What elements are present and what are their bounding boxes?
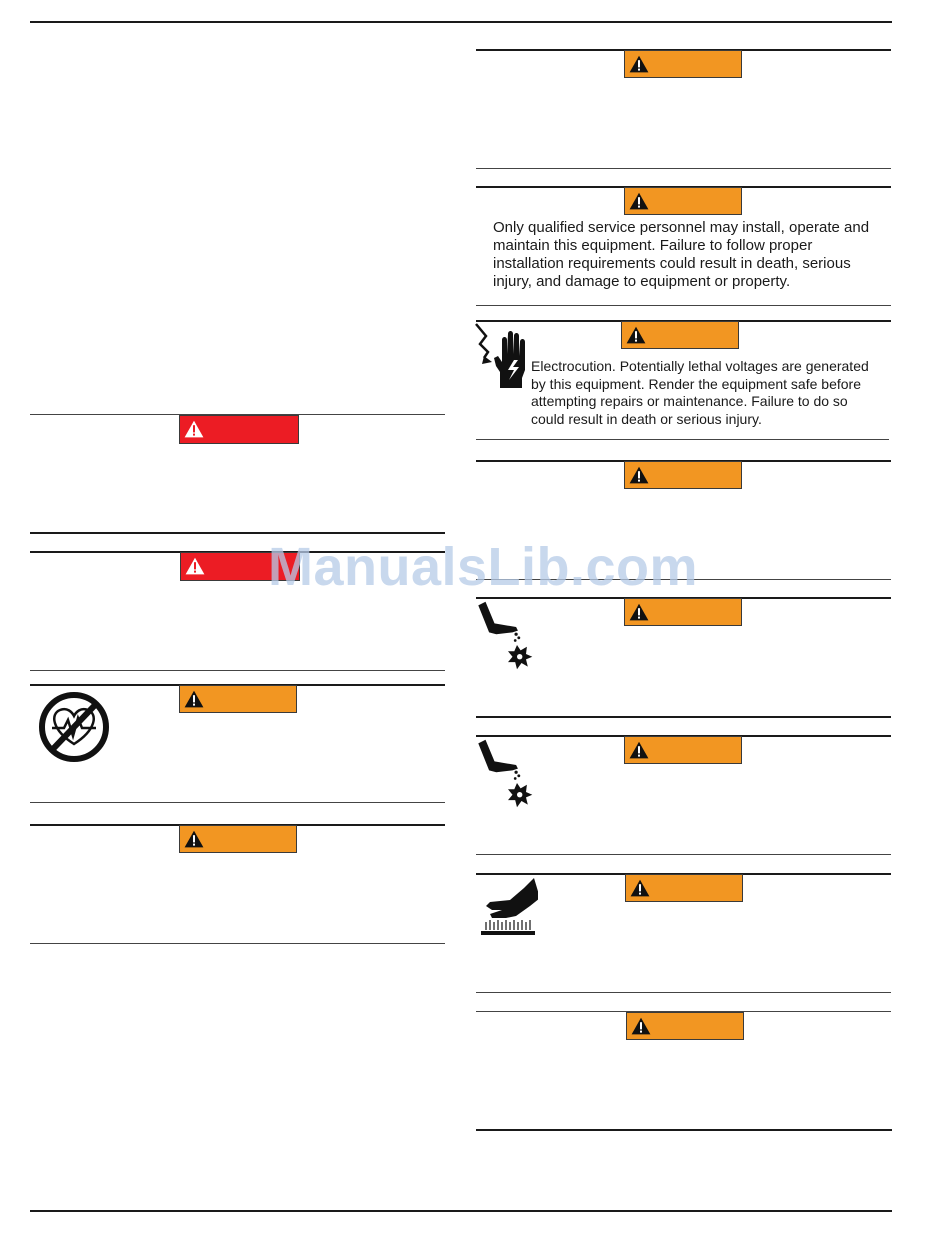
warning-badge [624,461,742,489]
alert-triangle-icon [629,741,649,759]
alert-triangle-icon [630,879,650,897]
warning-badge [179,825,297,853]
alert-triangle-icon [184,420,204,438]
alert-triangle-icon [629,466,649,484]
danger-badge [179,415,299,444]
watermark: ManualsLib.com [268,537,699,597]
block-rule [476,579,891,580]
no-pacemaker-icon [36,690,112,764]
alert-triangle-icon [184,830,204,848]
block-rule [476,716,891,718]
hot-surface-icon [480,876,538,938]
alert-triangle-icon [629,603,649,621]
block-rule [476,305,891,306]
electrical-hazard-hand-icon [474,322,530,392]
block-rule [30,670,445,671]
warning-badge [626,1012,744,1040]
warning-badge [624,187,742,215]
block-rule [30,802,445,803]
alert-triangle-icon [626,326,646,344]
page-bottom-rule [30,1210,892,1212]
warning-badge [621,321,739,349]
warning-badge [624,598,742,626]
alert-triangle-icon [184,690,204,708]
block-rule [476,992,891,993]
moving-parts-hazard-icon [476,600,540,672]
warning-badge [179,685,297,713]
block-rule [476,854,891,855]
alert-triangle-icon [185,557,205,575]
electrocution-warning-text: Electrocution. Potentially lethal voltages are generated by this equipment. Render the equipment safe before attempting repairs or maintenance. Failure to do so could result in death or serious injury. [531,358,869,427]
page-top-rule [30,21,892,23]
warning-badge [625,874,743,902]
block-rule [476,439,889,440]
moving-parts-hazard-icon [476,738,540,810]
block-rule [30,943,445,944]
warning-badge [624,50,742,78]
block-rule [476,168,891,169]
block-rule [476,1129,892,1131]
alert-triangle-icon [629,55,649,73]
warning-badge [624,736,742,764]
danger-badge [180,552,300,581]
alert-triangle-icon [631,1017,651,1035]
block-rule [30,532,445,534]
alert-triangle-icon [629,192,649,210]
qualified-personnel-warning-text: Only qualified service personnel may install, operate and maintain this equipment. Failure to follow proper installation requirements could result in death, serious injury, and damage to equipment or property. [493,219,870,290]
